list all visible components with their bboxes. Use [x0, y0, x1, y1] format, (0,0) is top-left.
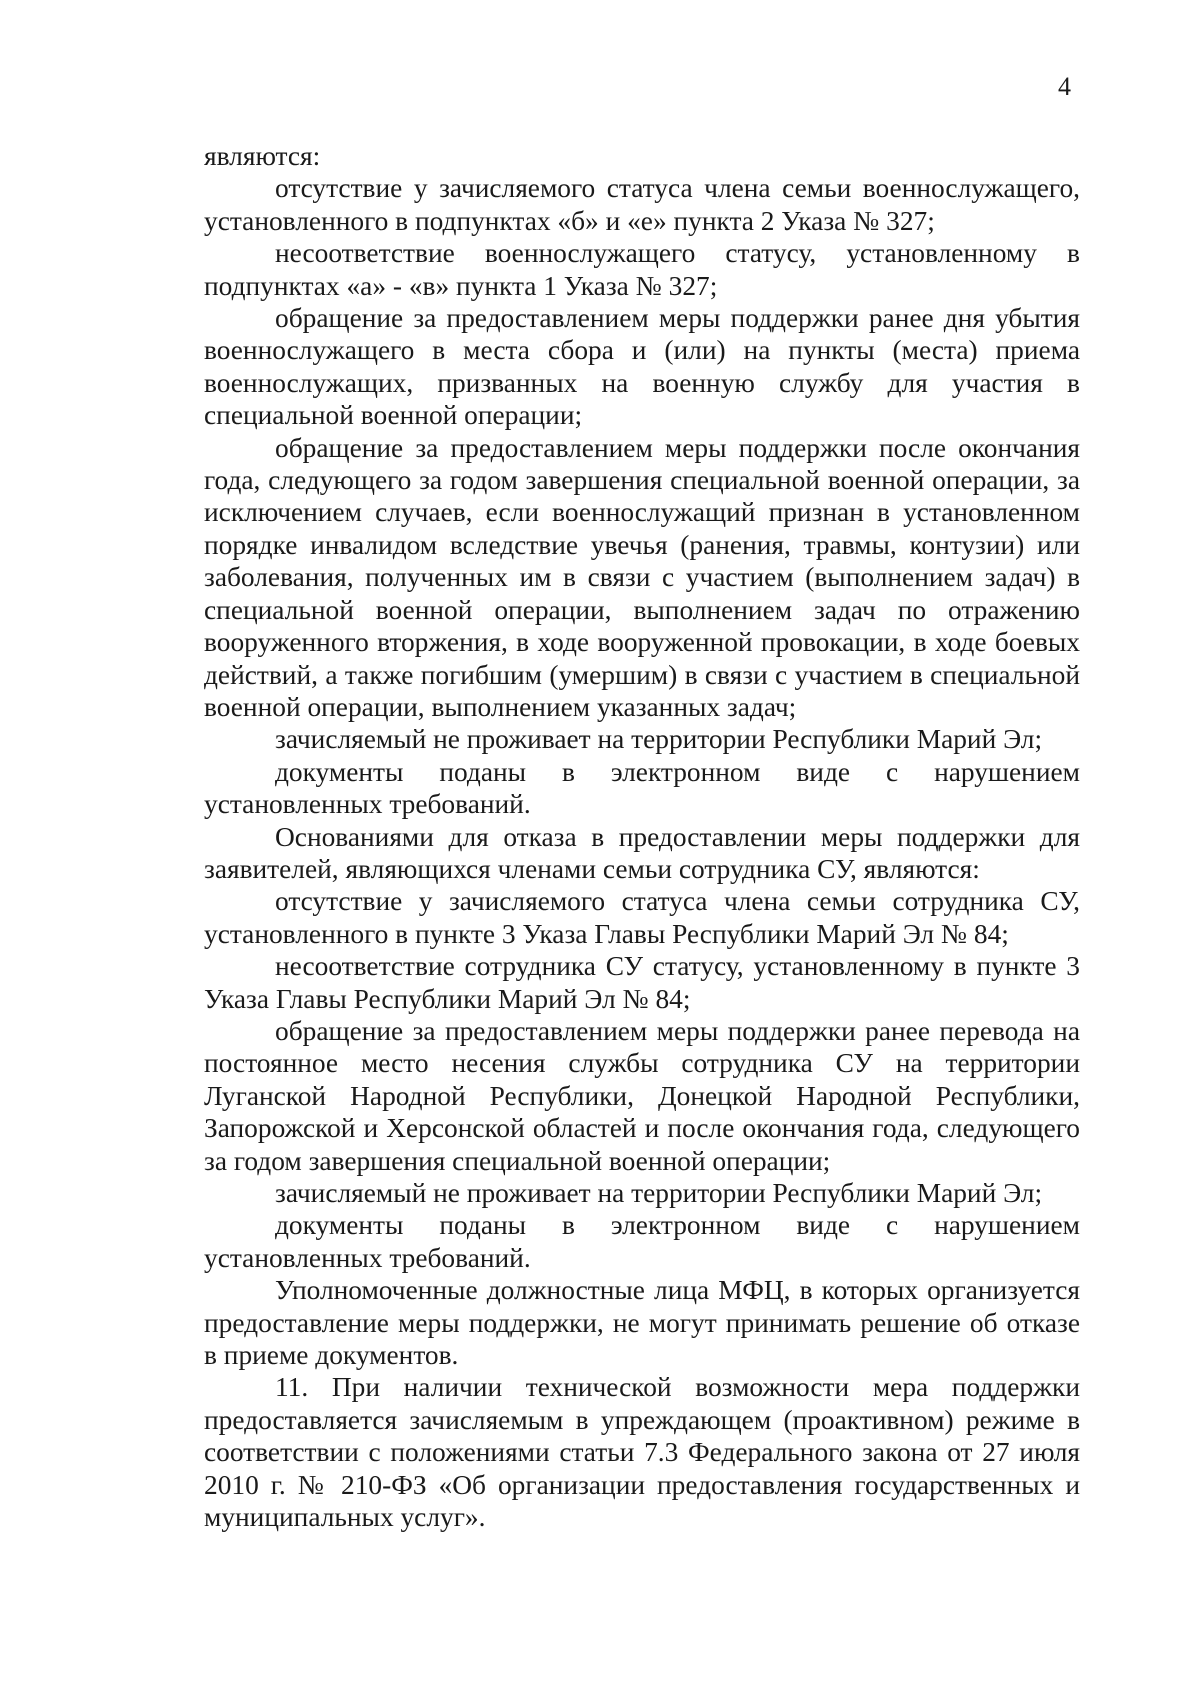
- paragraph: Основаниями для отказа в предоставлении меры поддержки для заявителей, являющихся членами семьи сотрудника СУ, являются:: [204, 821, 1080, 884]
- paragraph: несоответствие военнослужащего статусу, установленному в подпунктах «а» - «в» пункта 1 Указа № 327;: [204, 238, 1080, 301]
- document-body: [204, 140, 1080, 1533]
- paragraph: несоответствие сотрудника СУ статусу, установленному в пункте 3 Указа Главы Республики Марий Эл № 84;: [204, 951, 1080, 1014]
- paragraph: обращение за предоставлением меры поддержки ранее перевода на постоянное место несения службы сотрудника СУ на территории Луганской Народной Республики, Донецкой Народной Республики, Запорожской и Херсонской областей и после окончания года, следующего за годом завершения специальной военной операции;: [204, 1015, 1080, 1176]
- paragraph: документы поданы в электронном виде с нарушением установленных требований.: [204, 1210, 1080, 1273]
- paragraph: Уполномоченные должностные лица МФЦ, в которых организуется предоставление меры поддержки, не могут принимать решение об отказе в приеме документов.: [204, 1275, 1080, 1371]
- paragraph: 11. При наличии технической возможности мера поддержки предоставляется зачисляемым в упреждающем (проактивном) режиме в соответствии с положениями статьи 7.3 Федерального закона от 27 июля 2010 г. № 210-ФЗ «Об организации предоставления государственных и муниципальных услуг».: [204, 1372, 1080, 1533]
- paragraph: являются:: [204, 141, 321, 171]
- paragraph: обращение за предоставлением меры поддержки после окончания года, следующего за годом завершения специальной военной операции, за исключением случаев, если военнослужащий признан в установленном порядке инвалидом вследствие увечья (ранения, травмы, контузии) или заболевания, полученных им в связи с участием (выполнением задач) в специальной военной операции, выполнением задач по отражению вооруженного вторжения, в ходе вооруженной провокации, в ходе боевых действий, а также погибшим (умершим) в связи с участием в специальной военной операции, выполнением указанных задач;: [204, 432, 1080, 722]
- paragraph: отсутствие у зачисляемого статуса члена семьи военнослужащего, установленного в подпунктах «б» и «е» пункта 2 Указа № 327;: [204, 173, 1080, 236]
- paragraph: документы поданы в электронном виде с нарушением установленных требований.: [204, 756, 1080, 820]
- paragraph: зачисляемый не проживает на территории Республики Марий Эл;: [275, 724, 1043, 755]
- paragraph: зачисляемый не проживает на территории Республики Марий Эл;: [275, 1178, 1043, 1208]
- paragraph: отсутствие у зачисляемого статуса члена семьи сотрудника СУ, установленного в пункте 3 Указа Главы Республики Марий Эл № 84;: [204, 886, 1080, 949]
- page-number: 4: [1058, 72, 1071, 101]
- paragraph: обращение за предоставлением меры поддержки ранее дня убытия военнослужащего в места сбора и (или) на пункты (места) приема военнослужащих, призванных на военную службу для участия в специальной военной операции;: [204, 303, 1080, 431]
